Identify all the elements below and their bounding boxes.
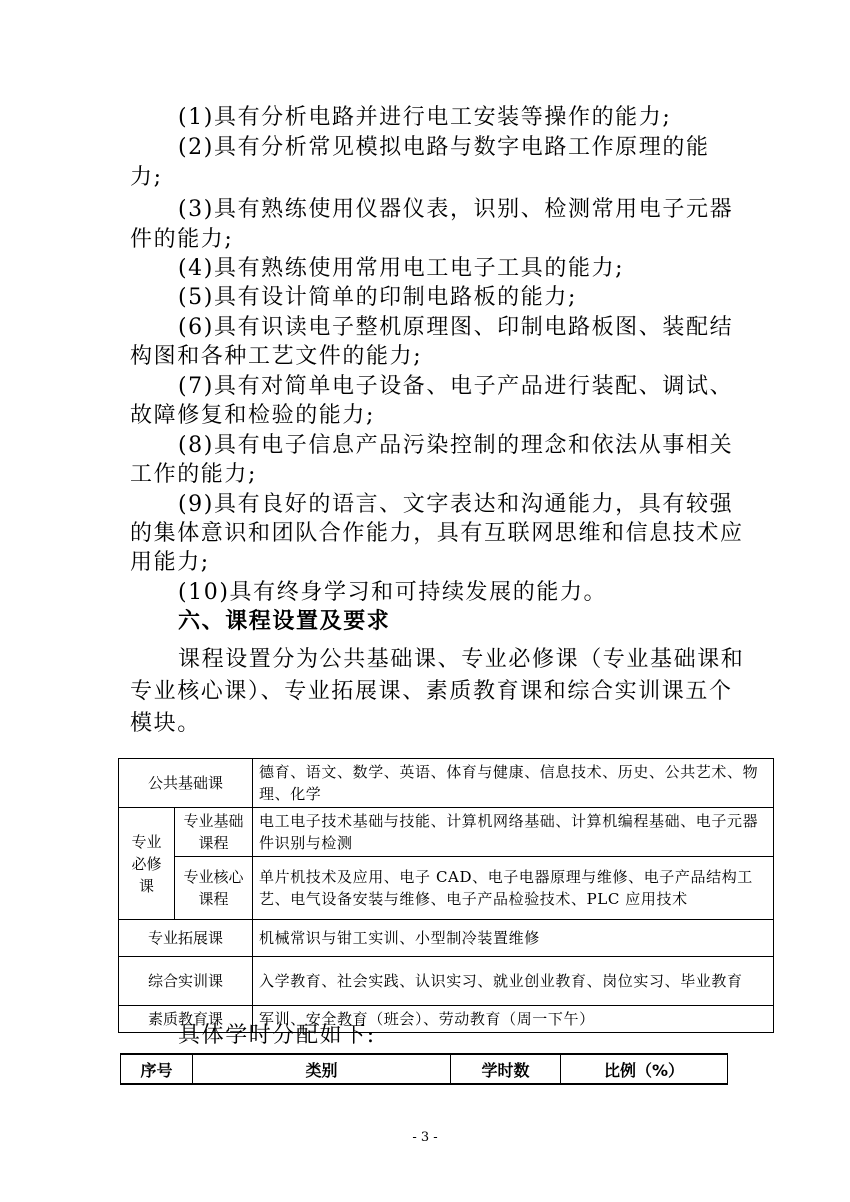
course-content-public: 德育、语文、数学、英语、体育与健康、信息技术、历史、公共艺术、物理、化学 <box>253 759 774 808</box>
header-category: 类别 <box>193 1054 451 1084</box>
course-content-quality: 军训、安全教育（班会）、劳动教育（周一下午） <box>253 1006 774 1033</box>
header-hours: 学时数 <box>451 1054 561 1084</box>
ability-item-1: (1)具有分析电路并进行电工安装等操作的能力; <box>178 105 672 130</box>
ability-item-5: (5)具有设计简单的印制电路板的能力; <box>178 285 577 310</box>
ability-item-10: (10)具有终身学习和可持续发展的能力。 <box>178 580 608 605</box>
course-content-core: 单片机技术及应用、电子 CAD、电子电器原理与维修、电子产品结构工艺、电气设备安装与维修、电子产品检验技术、PLC 应用技术 <box>253 857 774 920</box>
table-row <box>119 759 774 808</box>
course-category-extension: 专业拓展课 <box>119 920 253 957</box>
course-category-public: 公共基础课 <box>119 759 253 808</box>
hours-table <box>120 1053 728 1085</box>
ability-item-8: (8)具有电子信息产品污染控制的理念和依法从事相关 <box>178 433 734 458</box>
course-category-quality: 素质教育课 <box>119 1006 253 1033</box>
hours-intro: 具体学时分配如下: <box>178 1023 376 1048</box>
ability-item-9-cont2: 用能力; <box>130 550 210 575</box>
ability-item-7-cont: 故障修复和检验的能力; <box>130 403 376 428</box>
section-heading: 六、课程设置及要求 <box>178 609 391 634</box>
ability-item-6-cont: 构图和各种工艺文件的能力; <box>130 344 423 369</box>
ability-item-3-cont: 件的能力; <box>130 227 234 252</box>
intro-line-1: 课程设置分为公共基础课、专业必修课（专业基础课和 <box>178 647 745 672</box>
course-category-basic: 专业基础课程 <box>175 808 253 857</box>
course-category-required: 专业必修课 <box>119 808 175 920</box>
intro-line-3: 模块。 <box>130 711 201 736</box>
ability-item-9-cont: 的集体意识和团队合作能力，具有互联网思维和信息技术应 <box>130 521 744 546</box>
course-content-training: 入学教育、社会实践、认识实习、就业创业教育、岗位实习、毕业教育 <box>253 957 774 1006</box>
ability-item-7: (7)具有对简单电子设备、电子产品进行装配、调试、 <box>178 374 734 399</box>
ability-item-3: (3)具有熟练使用仪器仪表，识别、检测常用电子元器 <box>178 197 734 222</box>
ability-item-2-cont: 力; <box>130 165 163 190</box>
table-row <box>119 957 774 1006</box>
course-table <box>118 758 774 1033</box>
course-category-training: 综合实训课 <box>119 957 253 1006</box>
ability-item-4: (4)具有熟练使用常用电工电子工具的能力; <box>178 256 625 281</box>
course-category-core: 专业核心课程 <box>175 857 253 920</box>
ability-item-2: (2)具有分析常见模拟电路与数字电路工作原理的能 <box>178 135 710 160</box>
header-index: 序号 <box>121 1054 193 1084</box>
intro-line-2: 专业核心课）、专业拓展课、素质教育课和综合实训课五个 <box>130 679 733 704</box>
header-ratio: 比例（%） <box>561 1054 728 1084</box>
ability-item-8-cont: 工作的能力; <box>130 462 258 487</box>
page-number: - 3 - <box>412 1130 438 1145</box>
course-content-extension: 机械常识与钳工实训、小型制冷装置维修 <box>253 920 774 957</box>
ability-item-6: (6)具有识读电子整机原理图、印制电路板图、装配结 <box>178 315 734 340</box>
table-row <box>119 808 774 857</box>
ability-item-9: (9)具有良好的语言、文字表达和沟通能力，具有较强 <box>178 492 734 517</box>
table-header-row <box>121 1054 728 1084</box>
table-row <box>119 857 774 920</box>
table-row <box>119 920 774 957</box>
course-content-basic: 电工电子技术基础与技能、计算机网络基础、计算机编程基础、电子元器件识别与检测 <box>253 808 774 857</box>
